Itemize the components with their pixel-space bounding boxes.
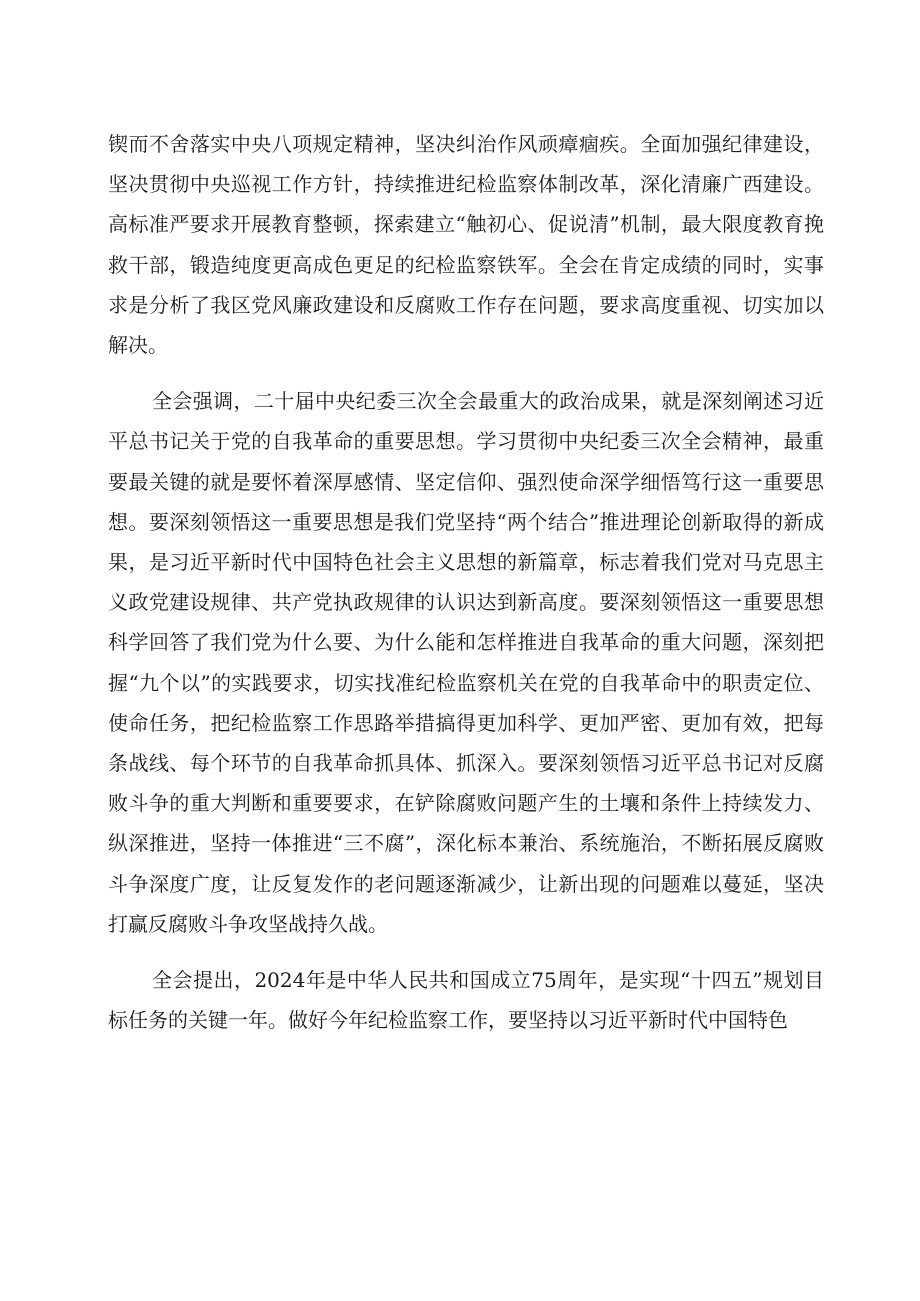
paragraph-1: 锲而不舍落实中央八项规定精神，坚决纠治作风顽瘴痼疾。全面加强纪律建设，坚决贯彻中央巡视工作方针，持续推进纪检监察体制改革，深化清廉广西建设。高标准严要求开展教育整顿，探索建立“触初心、促说清”机制，最大限度教育挽救干部，锻造纯度更高成色更足的纪检监察铁军。全会在肯定成绩的同时，实事求是分析了我区党风廉政建设和反腐败工作存在问题，要求高度重视、切实加以解决。 [108,132,824,358]
paragraph-3: 全会提出，2024年是中华人民共和国成立75周年，是实现“十四五”规划目标任务的关键一年。做好今年纪检监察工作，要坚持以习近平新时代中国特色 [108,968,824,1033]
paragraph-2: 全会强调，二十届中央纪委三次全会最重大的政治成果，就是深刻阐述习近平总书记关于党的自我革命的重要思想。学习贯彻中央纪委三次全会精神，最重要最关键的就是要怀着深厚感情、坚定信仰、强烈使命深学细悟笃行这一重要思想。要深刻领悟这一重要思想是我们党坚持“两个结合”推进理论创新取得的新成果，是习近平新时代中国特色社会主义思想的新篇章，标志着我们党对马克思主义政党建设规律、共产党执政规律的认识达到新高度。要深刻领悟这一重要思想科学回答了我们党为什么要、为什么能和怎样推进自我革命的重大问题，深刻把握“九个以”的实践要求，切实找准纪检监察机关在党的自我革命中的职责定位、使命任务，把纪检监察工作思路举措搞得更加科学、更加严密、更加有效，把每条战线、每个环节的自我革命抓具体、抓深入。要深刻领悟习近平总书记对反腐败斗争的重大判断和重要要求，在铲除腐败问题产生的土壤和条件上持续发力、纵深推进，坚持一体推进“三不腐”，深化标本兼治、系统施治，不断拓展反腐败斗争深度广度，让反复发作的老问题逐渐减少，让新出现的问题难以蔓延，坚决打赢反腐败斗争攻坚战持久战。 [108,389,824,936]
document-body [108,124,824,1040]
